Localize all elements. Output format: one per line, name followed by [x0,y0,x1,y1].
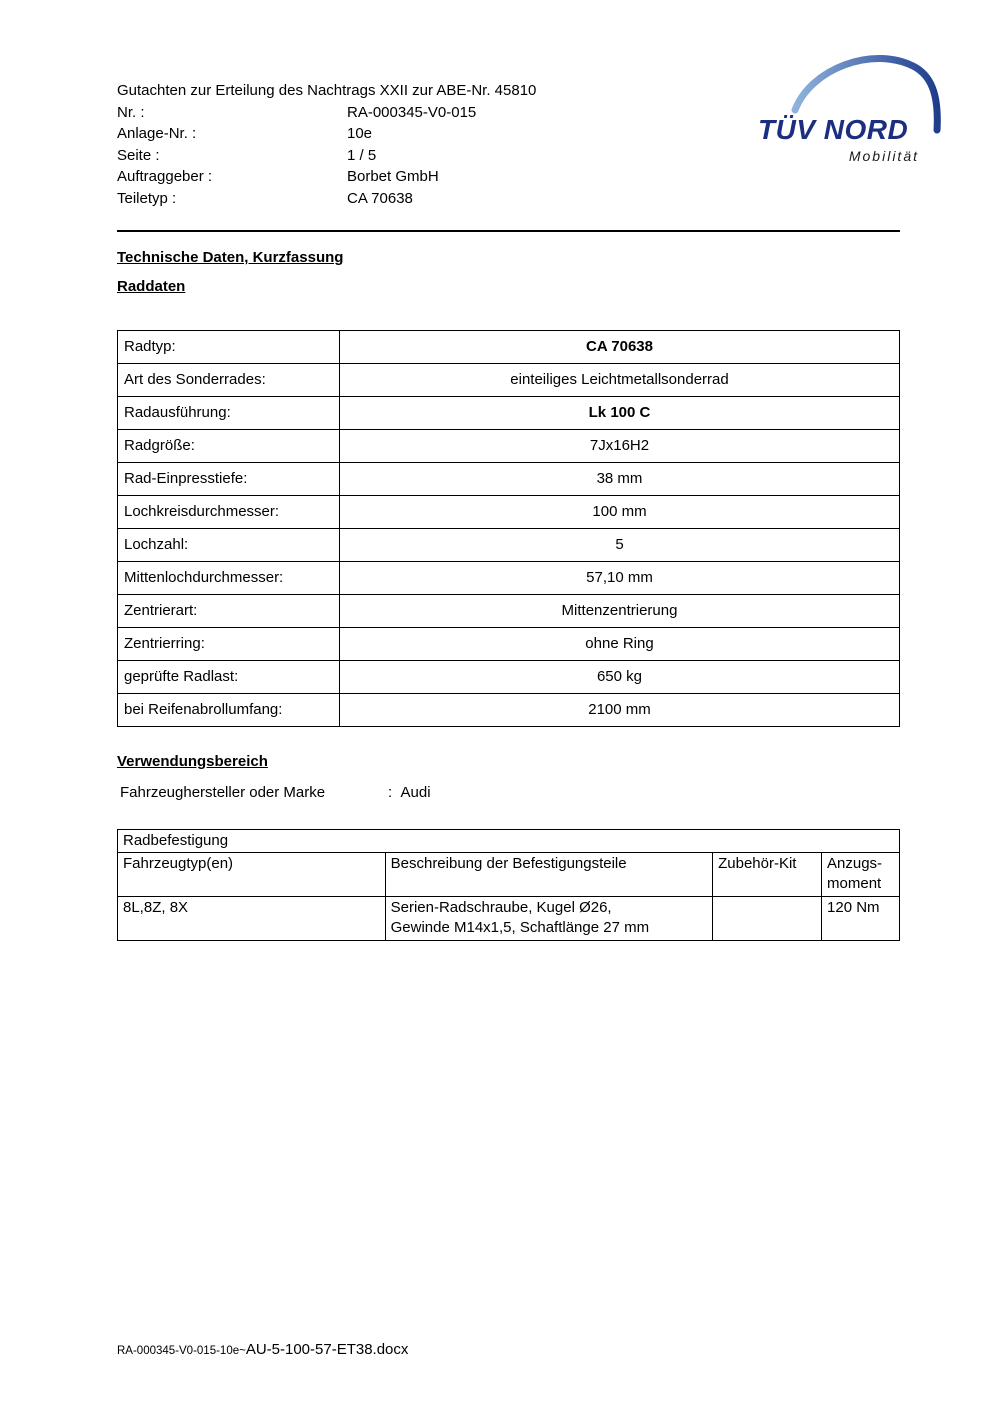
raddaten-label: Radausführung: [118,397,340,430]
table-row [118,628,900,661]
raddaten-label: Art des Sonderrades: [118,364,340,397]
section-heading-verwendungsbereich: Verwendungsbereich [117,753,268,770]
table-row [118,529,900,562]
hersteller-separator: : [388,784,393,801]
raddaten-label: Radtyp: [118,331,340,364]
raddaten-label: bei Reifenabrollumfang: [118,694,340,727]
document-title: Gutachten zur Erteilung des Nachtrags XXII zur ABE-Nr. 45810 [117,82,537,99]
table-row [118,364,900,397]
column-header-anzugsmoment: Anzugs-moment [822,853,900,897]
raddaten-label: Rad-Einpresstiefe: [118,463,340,496]
table-row [118,463,900,496]
raddaten-label: Lochzahl: [118,529,340,562]
table-row [118,496,900,529]
cell-anzugsmoment: 120 Nm [822,897,900,941]
section-heading-raddaten: Raddaten [117,278,186,295]
beschreibung-line-1: Serien-Radschraube, Kugel Ø26, [390,899,612,916]
raddaten-table [117,330,900,727]
field-value-auftraggeber: Borbet GmbH [347,168,439,185]
hersteller-line [120,783,900,803]
column-header-fahrzeugtyp: Fahrzeugtyp(en) [118,853,386,897]
table-row [118,562,900,595]
cell-fahrzeugtyp: 8L,8Z, 8X [118,897,386,941]
raddaten-label: Radgröße: [118,430,340,463]
field-label-teiletyp: Teiletyp : [117,189,177,207]
header-fields [117,102,536,210]
radbefestigung-table [117,829,900,941]
field-label-anlage: Anlage-Nr. : [117,125,197,142]
column-header-beschreibung: Beschreibung der Befestigungsteile [385,853,712,897]
table-row [118,897,900,941]
raddaten-value: Lk 100 C [340,397,900,430]
radbefestigung-title: Radbefestigung [118,830,900,853]
table-row [118,397,900,430]
field-label-auftraggeber: Auftraggeber : [117,168,213,185]
raddaten-label: Lochkreisdurchmesser: [118,496,340,529]
raddaten-label: geprüfte Radlast: [118,661,340,694]
raddaten-value: einteiliges Leichtmetallsonderrad [340,364,900,397]
tuev-nord-logo [752,52,947,170]
field-value-seite: 1 / 5 [347,146,377,164]
table-row [118,694,900,727]
raddaten-value: 38 mm [340,463,900,496]
raddaten-value: 2100 mm [340,694,900,727]
raddaten-value: 57,10 mm [340,562,900,595]
raddaten-value: 7Jx16H2 [340,430,900,463]
column-header-zubehoer-kit: Zubehör-Kit [713,853,822,897]
raddaten-value: 100 mm [340,496,900,529]
footer-reference: RA-000345-V0-015-10e~ [117,1345,246,1357]
raddaten-value: 5 [340,529,900,562]
raddaten-value: ohne Ring [340,628,900,661]
raddaten-value: CA 70638 [340,331,900,364]
beschreibung-line-2: Gewinde M14x1,5, Schaftlänge 27 mm [390,919,650,936]
document-footer [117,1340,408,1361]
cell-beschreibung [385,897,712,941]
field-label-nr: Nr. : [117,103,145,121]
field-value-anlage: 10e [347,125,373,142]
main-content [117,248,900,941]
field-label-seite: Seite : [117,146,160,164]
raddaten-value: Mittenzentrierung [340,595,900,628]
raddaten-label: Zentrierring: [118,628,340,661]
section-heading-technische-daten: Technische Daten, Kurzfassung [117,249,344,266]
header-divider [117,230,900,232]
raddaten-label: Mittenlochdurchmesser: [118,562,340,595]
logo-subtitle: Mobilität [848,148,919,164]
document-header [117,80,536,209]
logo-text: TÜV NORD [758,114,909,145]
table-row [118,430,900,463]
table-row [118,661,900,694]
field-value-nr: RA-000345-V0-015 [347,103,477,121]
raddaten-label: Zentrierart: [118,595,340,628]
table-row [118,331,900,364]
hersteller-label: Fahrzeughersteller oder Marke [120,784,326,801]
table-row [118,595,900,628]
cell-zubehoer-kit [713,897,822,941]
table-header-row [118,853,900,897]
footer-filename: AU-5-100-57-ET38.docx [245,1341,409,1358]
hersteller-value: Audi [400,784,431,801]
field-value-teiletyp: CA 70638 [347,189,413,207]
table-title-row [118,830,900,853]
raddaten-value: 650 kg [340,661,900,694]
